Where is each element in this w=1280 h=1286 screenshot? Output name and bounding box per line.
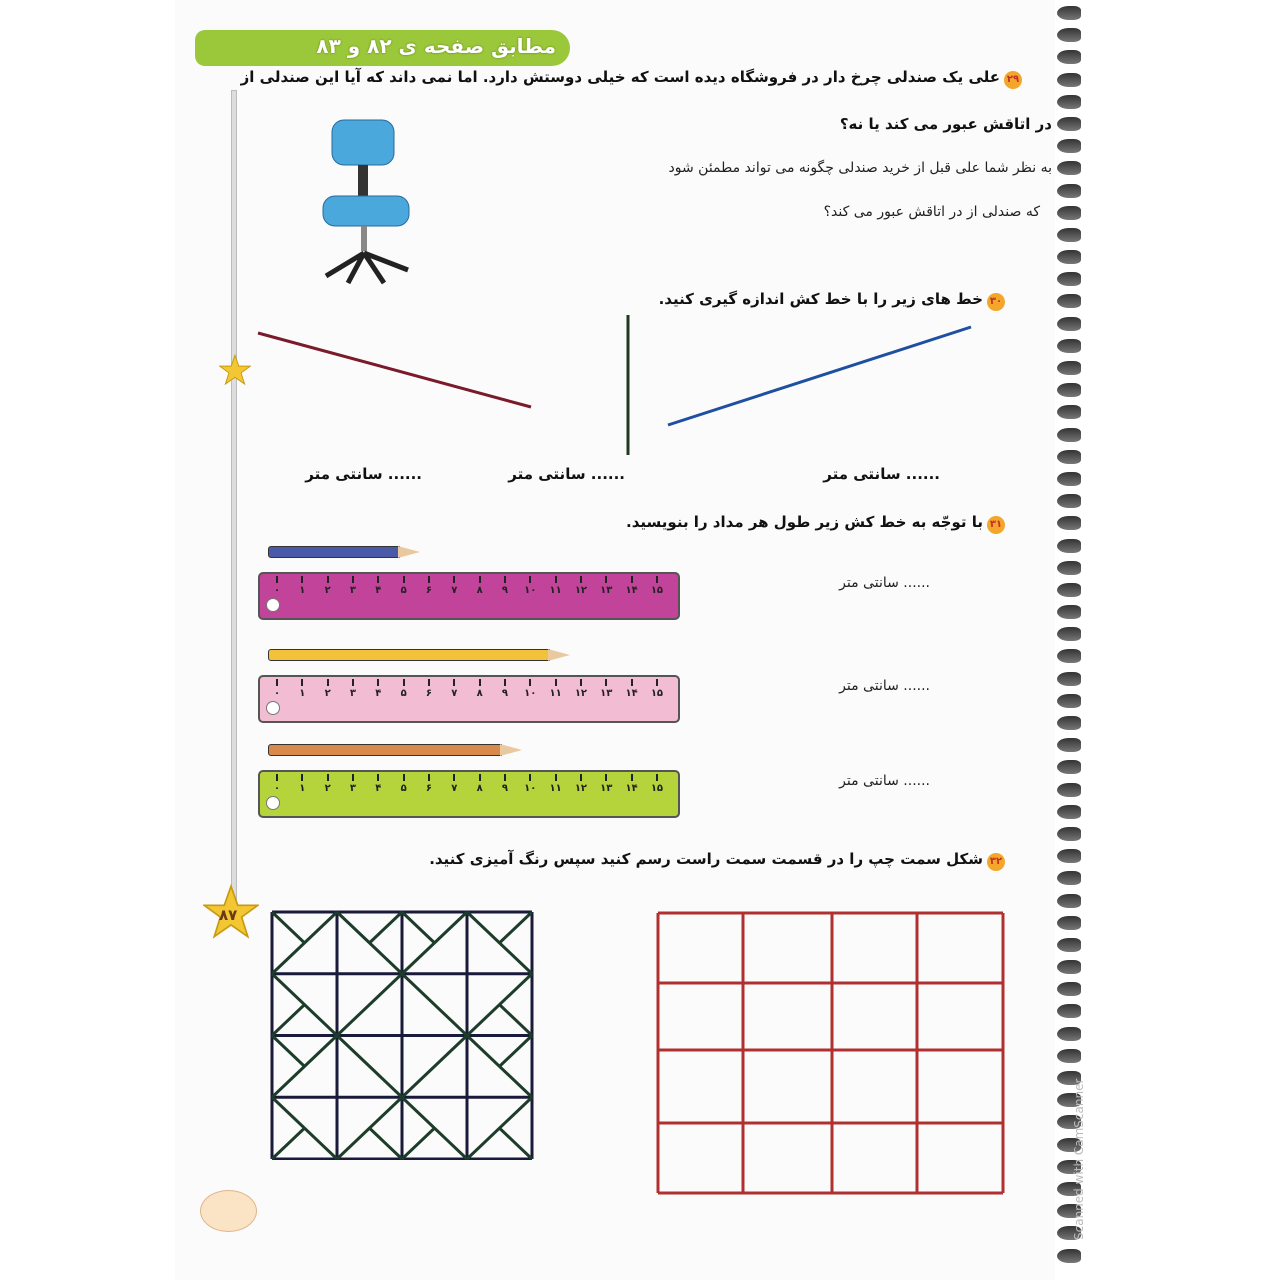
binding-ring — [1057, 361, 1081, 375]
ruler-tick: ۶ — [422, 774, 436, 794]
binding-ring — [1057, 894, 1081, 908]
binding-ring — [1057, 1027, 1081, 1041]
binding-ring — [1057, 827, 1081, 841]
ruler-tick: ۴ — [371, 576, 385, 596]
ruler-tick: ۱۳ — [599, 774, 613, 794]
binding-ring — [1057, 161, 1081, 175]
ruler-tick: ۹ — [498, 576, 512, 596]
pattern-line — [370, 912, 403, 943]
binding-ring — [1057, 6, 1081, 20]
ruler-tick: ۱۳ — [599, 679, 613, 699]
ruler-tick: ۱۵ — [650, 576, 664, 596]
ruler-hole — [266, 796, 280, 810]
binding-ring — [1057, 805, 1081, 819]
ruler-tick: ۱۴ — [625, 679, 639, 699]
binding-ring — [1057, 184, 1081, 198]
pattern-line — [402, 1036, 467, 1098]
pattern-line — [402, 974, 467, 1036]
ruler-tick: ۱ — [295, 774, 309, 794]
ruler-tick: ۹ — [498, 679, 512, 699]
ruler-tick: ۸ — [473, 576, 487, 596]
pencil-1 — [268, 546, 400, 558]
ruler-tick: ۸ — [473, 679, 487, 699]
binding-ring — [1057, 516, 1081, 530]
binding-ring — [1057, 73, 1081, 87]
ruler-tick: ۱۲ — [574, 774, 588, 794]
q30-answer-middle[interactable]: ...... سانتی متر — [508, 465, 625, 483]
binding-ring — [1057, 1249, 1081, 1263]
ruler-tick: ۷ — [447, 774, 461, 794]
binding-ring — [1057, 916, 1081, 930]
ruler-tick: ۰ — [270, 774, 284, 794]
ruler-tick: ۲ — [321, 679, 335, 699]
ruler-tick: ۴ — [371, 679, 385, 699]
binding-ring — [1057, 450, 1081, 464]
binding-ring — [1057, 583, 1081, 597]
ruler-tick: ۱۲ — [574, 679, 588, 699]
binding-ring — [1057, 649, 1081, 663]
page-number: ۸۷ — [219, 906, 238, 924]
ruler-tick: ۲ — [321, 774, 335, 794]
binding-ring — [1057, 494, 1081, 508]
q30-lines — [250, 310, 990, 460]
header-title: مطابق صفحه ی ۸۲ و ۸۳ — [316, 34, 556, 58]
binding-ring — [1057, 206, 1081, 220]
ruler-hole — [266, 598, 280, 612]
q31-answer-3[interactable]: ...... سانتی متر — [839, 773, 930, 789]
binding-ring — [1057, 250, 1081, 264]
q29-line2: در اتاقش عبور می کند یا نه؟ — [839, 115, 1052, 133]
binding-ring — [1057, 139, 1081, 153]
pattern-line — [337, 1036, 402, 1098]
q31-title: ۳۱با توجّه به خط کش زیر طول هر مداد را بنویسید. — [626, 513, 1005, 534]
header-banner — [195, 30, 570, 66]
ruler-tick: ۱ — [295, 576, 309, 596]
scanner-watermark: Scanned with CamScanner — [1072, 1078, 1086, 1240]
ruler-tick: ۷ — [447, 576, 461, 596]
q29-line4: که صندلی از در اتاقش عبور می کند؟ — [823, 204, 1040, 220]
ruler-tick: ۱۵ — [650, 679, 664, 699]
pattern-line — [272, 912, 305, 943]
ruler-tick: ۱۰ — [523, 774, 537, 794]
q30-answer-right[interactable]: ...... سانتی متر — [823, 465, 940, 483]
q29-line1: ۲۹علی یک صندلی چرخ دار در فروشگاه دیده است که خیلی دوستش دارد. اما نمی داند که آیا این صندلی از — [242, 68, 1022, 89]
pattern-line — [500, 912, 533, 943]
pattern-line — [402, 1128, 435, 1159]
ruler-tick: ۷ — [447, 679, 461, 699]
pattern-line — [500, 1036, 533, 1067]
ruler-tick: ۱۱ — [549, 679, 563, 699]
pencil-3 — [268, 744, 502, 756]
ruler-2 — [258, 675, 680, 723]
pencil-2 — [268, 649, 550, 661]
ruler-tick: ۵ — [397, 576, 411, 596]
binding-ring — [1057, 849, 1081, 863]
binding-ring — [1057, 317, 1081, 331]
measure-line-right — [668, 327, 971, 425]
ruler-tick: ۲ — [321, 576, 335, 596]
binding-ring — [1057, 627, 1081, 641]
binding-ring — [1057, 672, 1081, 686]
q31-answer-1[interactable]: ...... سانتی متر — [839, 575, 930, 591]
ruler-tick: ۸ — [473, 774, 487, 794]
ruler-tick: ۳ — [346, 679, 360, 699]
office-chair-image — [318, 118, 418, 286]
cat-icon — [200, 1190, 257, 1232]
ruler-tick: ۳ — [346, 774, 360, 794]
pattern-line — [337, 974, 402, 1036]
pencil-tip-icon — [548, 649, 570, 661]
ruler-3 — [258, 770, 680, 818]
ruler-hole — [266, 701, 280, 715]
pattern-line — [370, 1128, 403, 1159]
pencil-tip-icon — [500, 744, 522, 756]
pattern-line — [272, 1005, 305, 1036]
binding-ring — [1057, 272, 1081, 286]
binding-ring — [1057, 760, 1081, 774]
binding-ring — [1057, 938, 1081, 952]
binding-ring — [1057, 716, 1081, 730]
pattern-line — [500, 1005, 533, 1036]
binding-ring — [1057, 294, 1081, 308]
pattern-line — [272, 1128, 305, 1159]
pattern-line — [500, 1128, 533, 1159]
binding-ring — [1057, 960, 1081, 974]
binding-ring — [1057, 605, 1081, 619]
q29-line3: به نظر شما علی قبل از خرید صندلی چگونه می تواند مطمئن شود — [668, 160, 1052, 176]
binding-ring — [1057, 339, 1081, 353]
binding-ring — [1057, 738, 1081, 752]
binding-ring — [1057, 117, 1081, 131]
measure-line-left — [258, 333, 531, 407]
binding-ring — [1057, 982, 1081, 996]
pencil-tip-icon — [398, 546, 420, 558]
star-icon — [219, 354, 251, 386]
ruler-tick: ۱۰ — [523, 576, 537, 596]
binding-ring — [1057, 783, 1081, 797]
ruler-tick: ۴ — [371, 774, 385, 794]
pattern-line — [272, 1036, 305, 1067]
q30-answer-left[interactable]: ...... سانتی متر — [305, 465, 422, 483]
binding-ring — [1057, 428, 1081, 442]
ruler-tick: ۱۳ — [599, 576, 613, 596]
binding-ring — [1057, 561, 1081, 575]
binding-ring — [1057, 1049, 1081, 1063]
pattern-figure — [270, 910, 540, 1160]
binding-ring — [1057, 383, 1081, 397]
binding-ring — [1057, 28, 1081, 42]
ruler-tick: ۳ — [346, 576, 360, 596]
ruler-tick: ۱۵ — [650, 774, 664, 794]
ruler-tick: ۱۴ — [625, 774, 639, 794]
decorative-pole — [231, 90, 237, 912]
binding-ring — [1057, 50, 1081, 64]
pattern-line — [402, 912, 435, 943]
ruler-tick: ۱۴ — [625, 576, 639, 596]
binding-ring — [1057, 539, 1081, 553]
ruler-tick: ۰ — [270, 576, 284, 596]
ruler-tick: ۹ — [498, 774, 512, 794]
ruler-tick: ۶ — [422, 679, 436, 699]
q32-title: ۳۲شکل سمت چپ را در قسمت سمت راست رسم کنید سپس رنگ آمیزی کنید. — [429, 850, 1005, 871]
q31-answer-2[interactable]: ...... سانتی متر — [839, 678, 930, 694]
ruler-tick: ۱۱ — [549, 576, 563, 596]
binding-ring — [1057, 1004, 1081, 1018]
ruler-tick: ۱ — [295, 679, 309, 699]
binding-ring — [1057, 405, 1081, 419]
binding-ring — [1057, 228, 1081, 242]
q30-title: ۳۰خط های زیر را با خط کش اندازه گیری کنید. — [659, 290, 1005, 311]
ruler-tick: ۱۰ — [523, 679, 537, 699]
binding-ring — [1057, 95, 1081, 109]
ruler-tick: ۵ — [397, 679, 411, 699]
empty-drawing-grid[interactable] — [655, 910, 1010, 1200]
ruler-tick: ۰ — [270, 679, 284, 699]
ruler-tick: ۱۲ — [574, 576, 588, 596]
ruler-tick: ۶ — [422, 576, 436, 596]
binding-ring — [1057, 694, 1081, 708]
ruler-1 — [258, 572, 680, 620]
binding-ring — [1057, 472, 1081, 486]
ruler-tick: ۵ — [397, 774, 411, 794]
ruler-tick: ۱۱ — [549, 774, 563, 794]
binding-ring — [1057, 871, 1081, 885]
